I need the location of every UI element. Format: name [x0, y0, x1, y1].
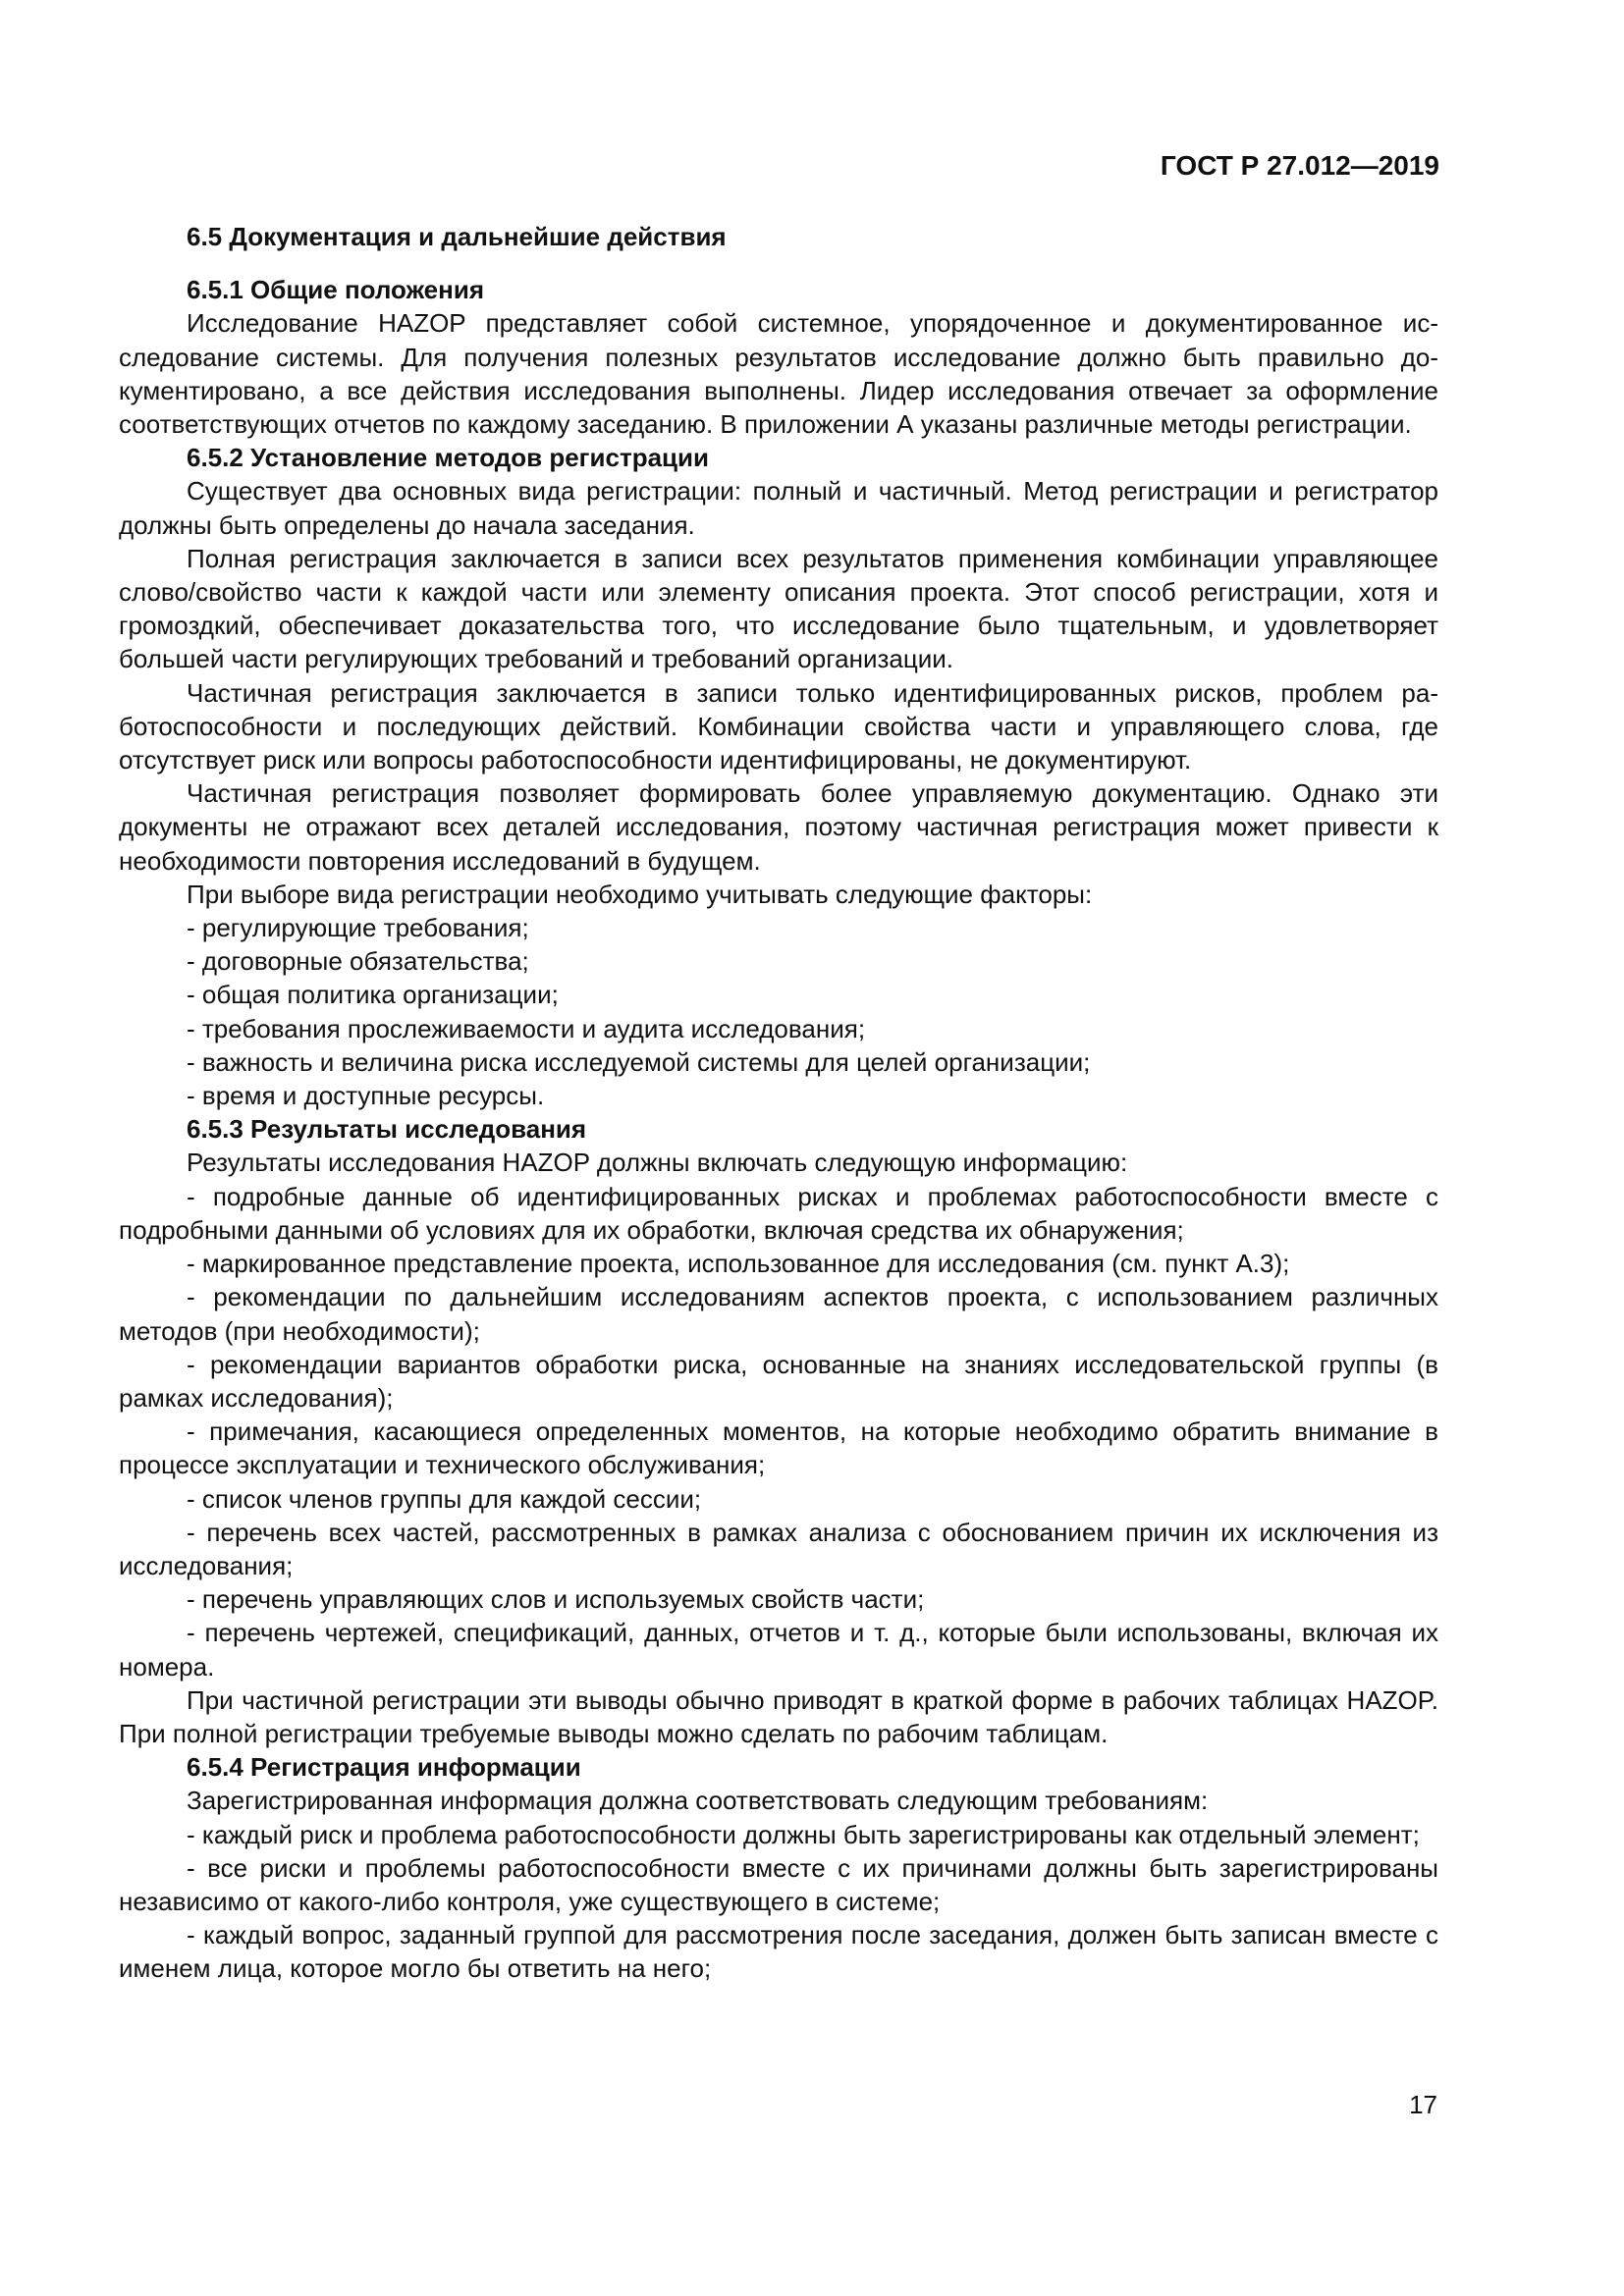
paragraph: При частичной регистрации эти выводы обычно приводят в краткой форме в рабочих таблицах HAZOP. При полной регистрации требуемые выводы можно сделать по рабочим таблицам.	[119, 1684, 1438, 1748]
subsection-heading-6-5-3: 6.5.3 Результаты исследования	[187, 1114, 587, 1145]
subsection-heading-6-5-1: 6.5.1 Общие положения	[187, 275, 484, 305]
list-item: - рекомендации вариантов обработки риска, основанные на знаниях исследовательской группы (в рамках исследования);	[119, 1349, 1438, 1413]
section-heading: 6.5 Документация и дальнейшие действия	[187, 222, 727, 251]
subsection-heading-6-5-2: 6.5.2 Установление методов регистрации	[187, 443, 709, 473]
list-item: - перечень всех частей, рассмотренных в рамках анализа с обоснованием причин их исключения из исследования;	[119, 1517, 1438, 1580]
list-item: - рекомендации по дальнейшим исследованиям аспектов проекта, с использованием различных методов (при необходимости);	[119, 1282, 1438, 1346]
document-body	[119, 220, 1438, 1986]
list-item: - время и доступные ресурсы.	[187, 1081, 545, 1111]
list-item: - маркированное представление проекта, использованное для исследования (см. пункт А.3);	[187, 1249, 1290, 1279]
list-item: - перечень управляющих слов и используемых свойств части;	[187, 1584, 925, 1615]
list-item: - каждый вопрос, заданный группой для рассмотрения после заседания, должен быть записан вместе с именем лица, которое могло бы ответить на него;	[119, 1920, 1438, 1984]
paragraph: Полная регистрация заключается в записи всех результатов применения комбинации управляющее слово/свойство части к каждой части или элементу описания проекта. Этот способ регистрации, хотя и громоздкий, обеспечивает доказательства того, что исследование было тщательным, и удовлетворяет большей части регулирующих требований и требований организации.	[119, 543, 1438, 674]
paragraph: Результаты исследования HAZOP должны включать следующую информацию:	[187, 1148, 1128, 1178]
list-item: - подробные данные об идентифицированных рисках и проблемах работоспособности вместе с подробными данными об условиях для их обработки, включая средства их обнаружения;	[119, 1181, 1438, 1245]
list-item: - список членов группы для каждой сессии;	[187, 1483, 702, 1514]
subsection-heading-6-5-4: 6.5.4 Регистрация информации	[187, 1752, 581, 1783]
list-item: - перечень чертежей, спецификаций, данных, отчетов и т. д., которые были использованы, включая их номера.	[119, 1618, 1438, 1682]
paragraph: При выборе вида регистрации необходимо учитывать следующие факторы:	[187, 879, 1093, 909]
paragraph: Существует два основных вида регистрации: полный и частичный. Метод регистрации и регистратор должны быть определены до начала заседания.	[119, 476, 1438, 540]
list-item: - регулирующие требования;	[187, 913, 529, 943]
paragraph: Частичная регистрация позволяет формировать более управляемую документацию. Однако эти документы не отражают всех деталей исследования, поэтому частичная регистрация может привести к необходимости повторения исследований в будущем.	[119, 778, 1438, 876]
list-item: - важность и величина риска исследуемой системы для целей организации;	[187, 1046, 1091, 1077]
list-item: - требования прослеживаемости и аудита исследования;	[187, 1013, 866, 1043]
paragraph: Зарегистрированная информация должна соответствовать следующим требованиям:	[187, 1786, 1209, 1816]
list-item: - общая политика организации;	[187, 980, 559, 1010]
paragraph: Частичная регистрация заключается в записи только идентифицированных рисков, проблем работоспособности и последующих действий. Комбинации свойства части и управляющего слова, где отсутствует риск или вопросы работоспособности идентифицированы, не документируют.	[119, 677, 1438, 775]
list-item: - каждый риск и проблема работоспособности должны быть зарегистрированы как отдельный элемент;	[187, 1819, 1420, 1849]
list-item: - все риски и проблемы работоспособности вместе с их причинами должны быть зарегистрированы независимо от какого-либо контроля, уже существующего в системе;	[119, 1852, 1438, 1916]
list-item: - примечания, касающиеся определенных моментов, на которые необходимо обратить внимание в процессе эксплуатации и технического обслуживания;	[119, 1416, 1438, 1480]
page-number: 17	[1409, 2090, 1437, 2119]
standard-designation: ГОСТ Р 27.012—2019	[1160, 150, 1439, 181]
list-item: - договорные обязательства;	[187, 946, 529, 977]
paragraph: Исследование HAZOP представляет собой системное, упорядоченное и документированное исследование системы. Для получения полезных результатов исследование должно быть правильно документировано, а все действия исследования выполнены. Лидер исследования отвечает за оформление соответствующих отчетов по каждому заседанию. В приложении А указаны различные методы регистрации.	[119, 308, 1438, 440]
